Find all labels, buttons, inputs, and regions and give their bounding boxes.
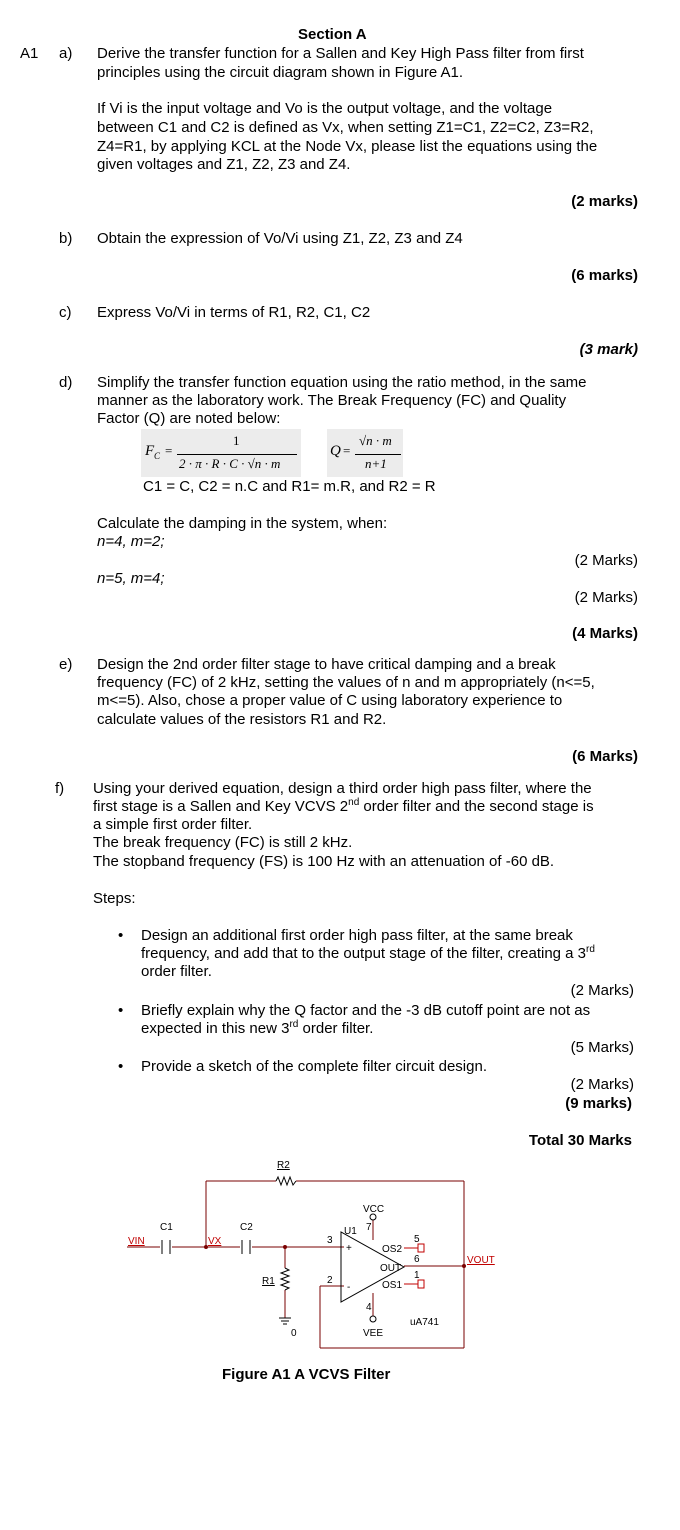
part-e-line: frequency (FC) of 2 kHz, setting the values of n and m appropriately (n<=5, [97, 674, 595, 691]
label-pin-2: 2 [327, 1275, 333, 1286]
label-c2: C2 [240, 1222, 253, 1233]
part-e-letter: e) [59, 656, 73, 673]
label-vout: VOUT [467, 1255, 495, 1266]
label-os2: OS2 [382, 1244, 403, 1255]
fc-symbol: F [145, 443, 155, 459]
part-d-letter: d) [59, 374, 73, 391]
bullet-dot: • [118, 1058, 124, 1075]
label-vx: VX [208, 1236, 222, 1247]
bullet-3-line: Provide a sketch of the complete filter circuit design. [141, 1058, 487, 1075]
bullet-2-marks: (5 Marks) [570, 1039, 634, 1056]
fc-fraction-bar [177, 454, 297, 455]
part-d-line: Simplify the transfer function equation using the ratio method, in the same [97, 374, 587, 391]
label-vcc: VCC [363, 1204, 385, 1215]
vcvs-circuit-diagram [0, 1150, 680, 1380]
label-chip: uA741 [410, 1317, 439, 1328]
quality-factor-formula [327, 429, 403, 477]
bullet-3-marks: (2 Marks) [570, 1076, 634, 1093]
part-b-text: Obtain the expression of Vo/Vi using Z1, Z2, Z3 and Z4 [97, 230, 463, 247]
part-d-total-marks: (4 Marks) [572, 625, 638, 642]
q-fraction-bar [355, 454, 401, 455]
label-vee: VEE [363, 1328, 384, 1339]
bullet-1-line: frequency, and add that to the output stage of the filter, creating a 3rd [141, 944, 595, 962]
node-dot [283, 1245, 287, 1249]
bullet-2-line: expected in this new 3rd order filter. [141, 1019, 374, 1037]
question-number: A1 [20, 45, 39, 62]
part-d-calc-intro: Calculate the damping in the system, when: [97, 515, 388, 532]
part-f-line: The break frequency (FC) is still 2 kHz. [93, 834, 353, 851]
q-numerator: √n · m [359, 433, 392, 448]
part-f-line: first stage is a Sallen and Key VCVS 2nd order filter and the second stage is [93, 797, 594, 815]
label-pin-5: 5 [414, 1234, 420, 1245]
part-a-marks: (2 marks) [571, 193, 638, 210]
label-ground: 0 [291, 1328, 297, 1339]
node-dot [462, 1264, 466, 1268]
part-d-line: manner as the laboratory work. The Break Frequency (FC) and Quality [97, 392, 567, 409]
label-minus: - [347, 1282, 351, 1293]
part-a-line: Derive the transfer function for a Sallen and Key High Pass filter from first [97, 45, 584, 62]
bullet-2-line: Briefly explain why the Q factor and the -3 dB cutoff point are not as [141, 1002, 591, 1019]
part-d-case-2: n=5, m=4; [97, 570, 165, 587]
label-plus: + [346, 1243, 352, 1254]
part-a-paragraph-line: given voltages and Z1, Z2, Z3 and Z4. [97, 156, 351, 173]
part-f-letter: f) [55, 780, 65, 797]
label-pin-4: 4 [366, 1302, 372, 1313]
bullet-dot: • [118, 927, 124, 944]
bullet-1-line: order filter. [141, 963, 212, 980]
q-denominator: n+1 [365, 456, 387, 471]
part-c-text: Express Vo/Vi in terms of R1, R2, C1, C2 [97, 304, 371, 321]
label-out: OUT [380, 1263, 402, 1274]
part-b-letter: b) [59, 230, 73, 247]
label-pin-1: 1 [414, 1270, 420, 1281]
steps-label: Steps: [93, 890, 136, 907]
part-a-paragraph-line: If Vi is the input voltage and Vo is the output voltage, and the voltage [97, 100, 553, 117]
bullet-1-marks: (2 Marks) [570, 982, 634, 999]
part-e-line: calculate values of the resistors R1 and R2. [97, 711, 387, 728]
part-f-line: a simple first order filter. [93, 816, 253, 833]
part-f-total-marks: (9 marks) [565, 1095, 632, 1112]
label-pin-7: 7 [366, 1222, 372, 1233]
part-f-line: The stopband frequency (FS) is 100 Hz with an attenuation of -60 dB. [93, 853, 555, 870]
part-b-marks: (6 marks) [571, 267, 638, 284]
label-r1: R1 [262, 1276, 275, 1287]
total-marks: Total 30 Marks [528, 1132, 632, 1149]
q-equals: = [343, 443, 351, 458]
fc-subscript: C [154, 451, 161, 461]
label-os1: OS1 [382, 1280, 403, 1291]
part-d-line: Factor (Q) are noted below: [97, 410, 281, 427]
figure-caption: Figure A1 A VCVS Filter [222, 1366, 391, 1383]
part-d-relation: C1 = C, C2 = n.C and R1= m.R, and R2 = R [143, 478, 436, 495]
section-title: Section A [298, 26, 367, 43]
part-e-line: m<=5). Also, chose a proper value of C using laboratory experience to [97, 692, 563, 709]
part-a-paragraph-line: between C1 and C2 is defined as Vx, when setting Z1=C1, Z2=C2, Z3=R2, [97, 119, 594, 136]
fc-numerator: 1 [233, 433, 240, 448]
part-f-line: Using your derived equation, design a third order high pass filter, where the [93, 780, 592, 797]
q-symbol: Q [330, 443, 341, 459]
label-u1: U1 [344, 1226, 357, 1237]
part-c-letter: c) [59, 304, 72, 321]
break-frequency-formula [141, 429, 301, 477]
label-c1: C1 [160, 1222, 173, 1233]
part-c-marks: (3 mark) [579, 341, 638, 358]
part-d-case-2-marks: (2 Marks) [574, 589, 638, 606]
label-vin: VIN [128, 1236, 145, 1247]
part-a-line: principles using the circuit diagram shown in Figure A1. [97, 64, 464, 81]
fc-equals: = [165, 443, 173, 458]
label-r2: R2 [277, 1160, 290, 1171]
label-pin-6: 6 [414, 1254, 420, 1265]
bullet-dot: • [118, 1002, 124, 1019]
fc-denominator: 2 · π · R · C · √n · m [179, 456, 281, 471]
part-a-paragraph-line: Z4=R1, by applying KCL at the Node Vx, please list the equations using the [97, 138, 598, 155]
part-e-line: Design the 2nd order filter stage to have critical damping and a break [97, 656, 556, 673]
part-a-letter: a) [59, 45, 73, 62]
part-d-case-1: n=4, m=2; [97, 533, 165, 550]
part-d-case-1-marks: (2 Marks) [574, 552, 638, 569]
label-pin-3: 3 [327, 1235, 333, 1246]
part-e-marks: (6 Marks) [572, 748, 638, 765]
bullet-1-line: Design an additional first order high pass filter, at the same break [141, 927, 573, 944]
